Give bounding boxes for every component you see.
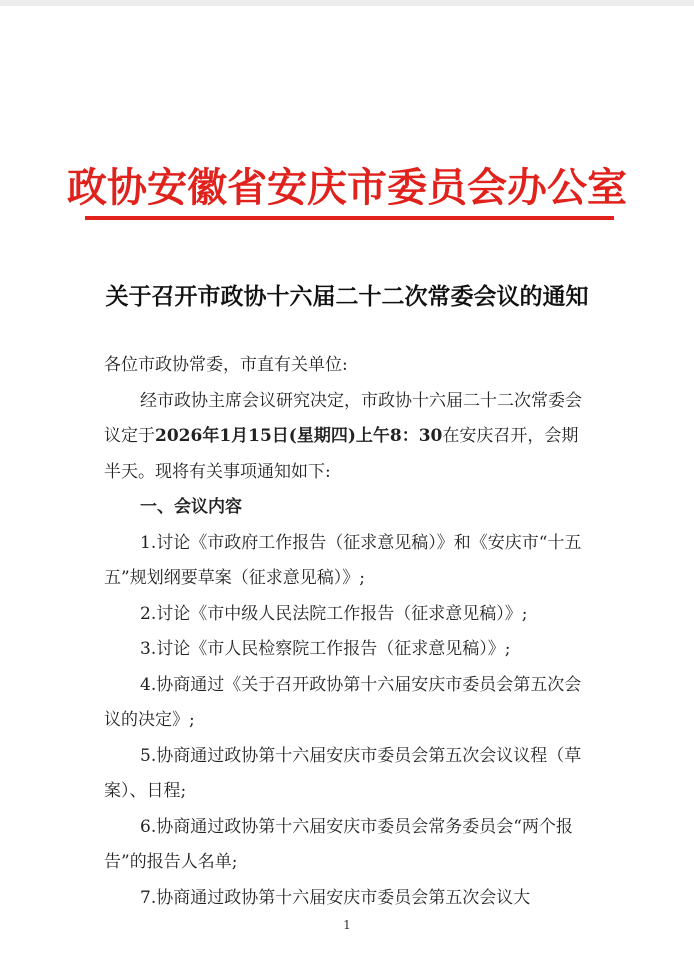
- section-heading: 一、会议内容: [140, 497, 242, 517]
- list-item: 1.讨论《市政府工作报告（征求意见稿）》和《安庆市“十五五”规划纲要草案（征求意见稿）》;: [104, 532, 582, 588]
- intro-paragraph: [104, 384, 592, 491]
- document-body: [104, 348, 592, 916]
- document-page: [0, 6, 694, 965]
- list-item: 3.讨论《市人民检察院工作报告（征求意见稿）》;: [140, 639, 511, 659]
- list-item: 4.协商通过《关于召开政协第十六届安庆市委员会第五次会议的决定》;: [104, 674, 582, 730]
- red-divider-line: [85, 216, 614, 220]
- meeting-datetime: 2026年1月15日(星期四)上午8：30: [155, 426, 443, 446]
- list-item: 7.协商通过政协第十六届安庆市委员会第五次会议大: [140, 887, 531, 908]
- intro-text-2: 在安庆召开，会期半天。现将有关事项通知如下:: [104, 426, 579, 482]
- list-item: 5.协商通过政协第十六届安庆市委员会第五次会议议程（草案）、日程;: [104, 745, 582, 801]
- page-number: 1: [343, 918, 351, 932]
- masthead-title: 政协安徽省安庆市委员会办公室: [67, 164, 627, 211]
- salutation: 各位市政协常委，市直有关单位:: [104, 355, 348, 375]
- list-item: 6.协商通过政协第十六届安庆市委员会常务委员会“两个报告”的报告人名单;: [104, 816, 573, 872]
- document-title: 关于召开市政协十六届二十二次常委会议的通知: [105, 283, 589, 310]
- intro-text-1: 经市政协主席会议研究决定，市政协十六届二十二次常委会议定于: [104, 390, 582, 446]
- list-item: 2.讨论《市中级人民法院工作报告（征求意见稿）》;: [140, 603, 528, 624]
